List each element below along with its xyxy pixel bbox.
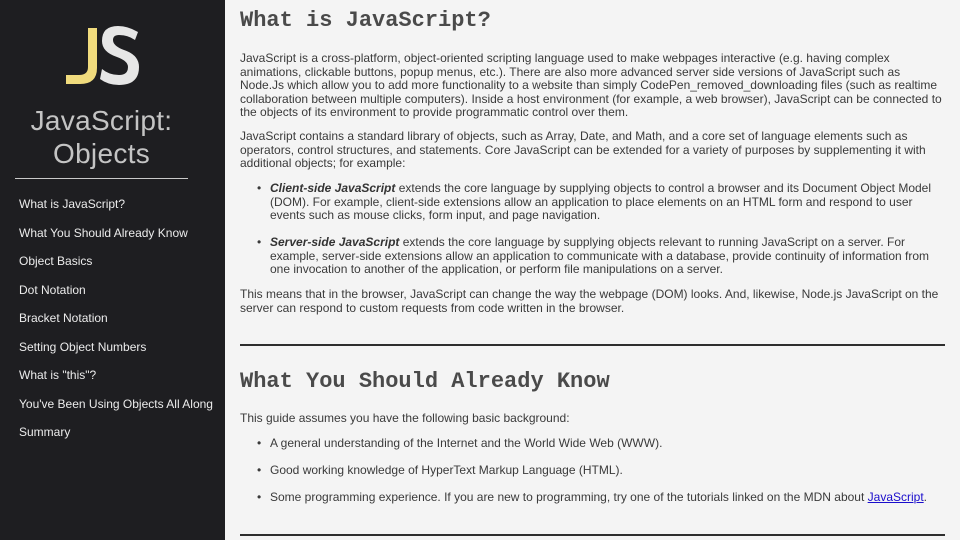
list-item-text-end: . (923, 490, 928, 504)
nav-item-dot-notation[interactable]: Dot Notation (19, 282, 86, 297)
nav-item-setting-object-numbers[interactable]: Setting Object Numbers (19, 339, 147, 354)
list-item (240, 182, 945, 223)
list-item: • Good working knowledge of HyperText Markup Language (HTML). (240, 464, 945, 478)
section-divider (240, 534, 945, 536)
list-item: • A general understanding of the Internet and the World Wide Web (WWW). (240, 437, 945, 451)
js-logo (62, 22, 142, 88)
sidebar-nav (0, 190, 225, 447)
list-item-term: Client-side JavaScript (270, 181, 396, 195)
nav-item-bracket-notation[interactable]: Bracket Notation (19, 311, 108, 325)
sidebar (0, 0, 225, 540)
list-item-text: extends the core language by supplying objects relevant to running JavaScript on a server. For example, server-side extensions allow an application to communicate with a database, provide continuity of information from one invocation to another of the application, or perform file manipulations on a server. (270, 235, 930, 276)
paragraph: JavaScript is a cross-platform, object-oriented scripting language used to make webpages interactive (e.g. having complex animations, clickable buttons, popup menus, etc.). There are also more advanced server side versions of JavaScript such as Node.Js which allow you to add more functionality to a website than simply CodePen_removed_downloading files (such as realtime collaboration between multiple computers). Inside a host environment (for example, a web browser), JavaScript can be connected to the objects of its environment to provide programmatic control over them. (240, 51, 942, 119)
list-item-term: Server-side JavaScript (270, 235, 400, 249)
paragraph: This means that in the browser, JavaScript can change the way the webpage (DOM) looks. And, likewise, Node.js JavaScript on the server can respond to custom requests from code written in the browser. (240, 287, 939, 315)
main-content (240, 0, 945, 540)
bullet-list (240, 491, 945, 505)
list-item (240, 236, 945, 277)
paragraph: This guide assumes you have the following basic background: (240, 411, 570, 425)
bullet-list (240, 464, 945, 478)
section-title: What You Should Already Know (240, 369, 610, 394)
sidebar-divider (15, 178, 188, 179)
list-item-text: Some programming experience. If you are new to programming, try one of the tutorials linked on the MDN about (270, 490, 868, 504)
sidebar-title-line1: JavaScript: (30, 105, 173, 136)
nav-item-what-is-javascript[interactable]: What is JavaScript? (19, 197, 126, 211)
list-item-text: extends the core language by supplying objects to control a browser and its Document Object Model (DOM). For example, client-side extensions allow an application to place elements on an HTML form and respond to user events such as mouse clicks, form input, and page navigation. (270, 181, 932, 222)
bullet-list (240, 437, 945, 451)
nav-item-what-you-should-know[interactable]: What You Should Already Know (19, 225, 188, 240)
list-item (240, 491, 945, 505)
bullet-list (240, 182, 945, 223)
javascript-link[interactable]: JavaScript (867, 490, 924, 504)
nav-item-object-basics[interactable]: Object Basics (19, 254, 93, 268)
section-title: What is JavaScript? (240, 8, 491, 33)
nav-item-using-objects[interactable]: You've Been Using Objects All Along (19, 396, 213, 411)
nav-item-what-is-this[interactable]: What is "this"? (19, 368, 97, 382)
nav-item-summary[interactable]: Summary (19, 425, 71, 439)
bullet-list (240, 236, 945, 277)
sidebar-title (0, 104, 203, 170)
section-divider (240, 344, 945, 346)
js-logo-icon (62, 22, 142, 88)
paragraph: JavaScript contains a standard library of objects, such as Array, Date, and Math, and a core set of language elements such as operators, control structures, and statements. Core JavaScript can be extended for a variety of purposes by supplementing it with additional objects; for example: (240, 129, 926, 170)
sidebar-title-line2: Objects (52, 138, 151, 169)
